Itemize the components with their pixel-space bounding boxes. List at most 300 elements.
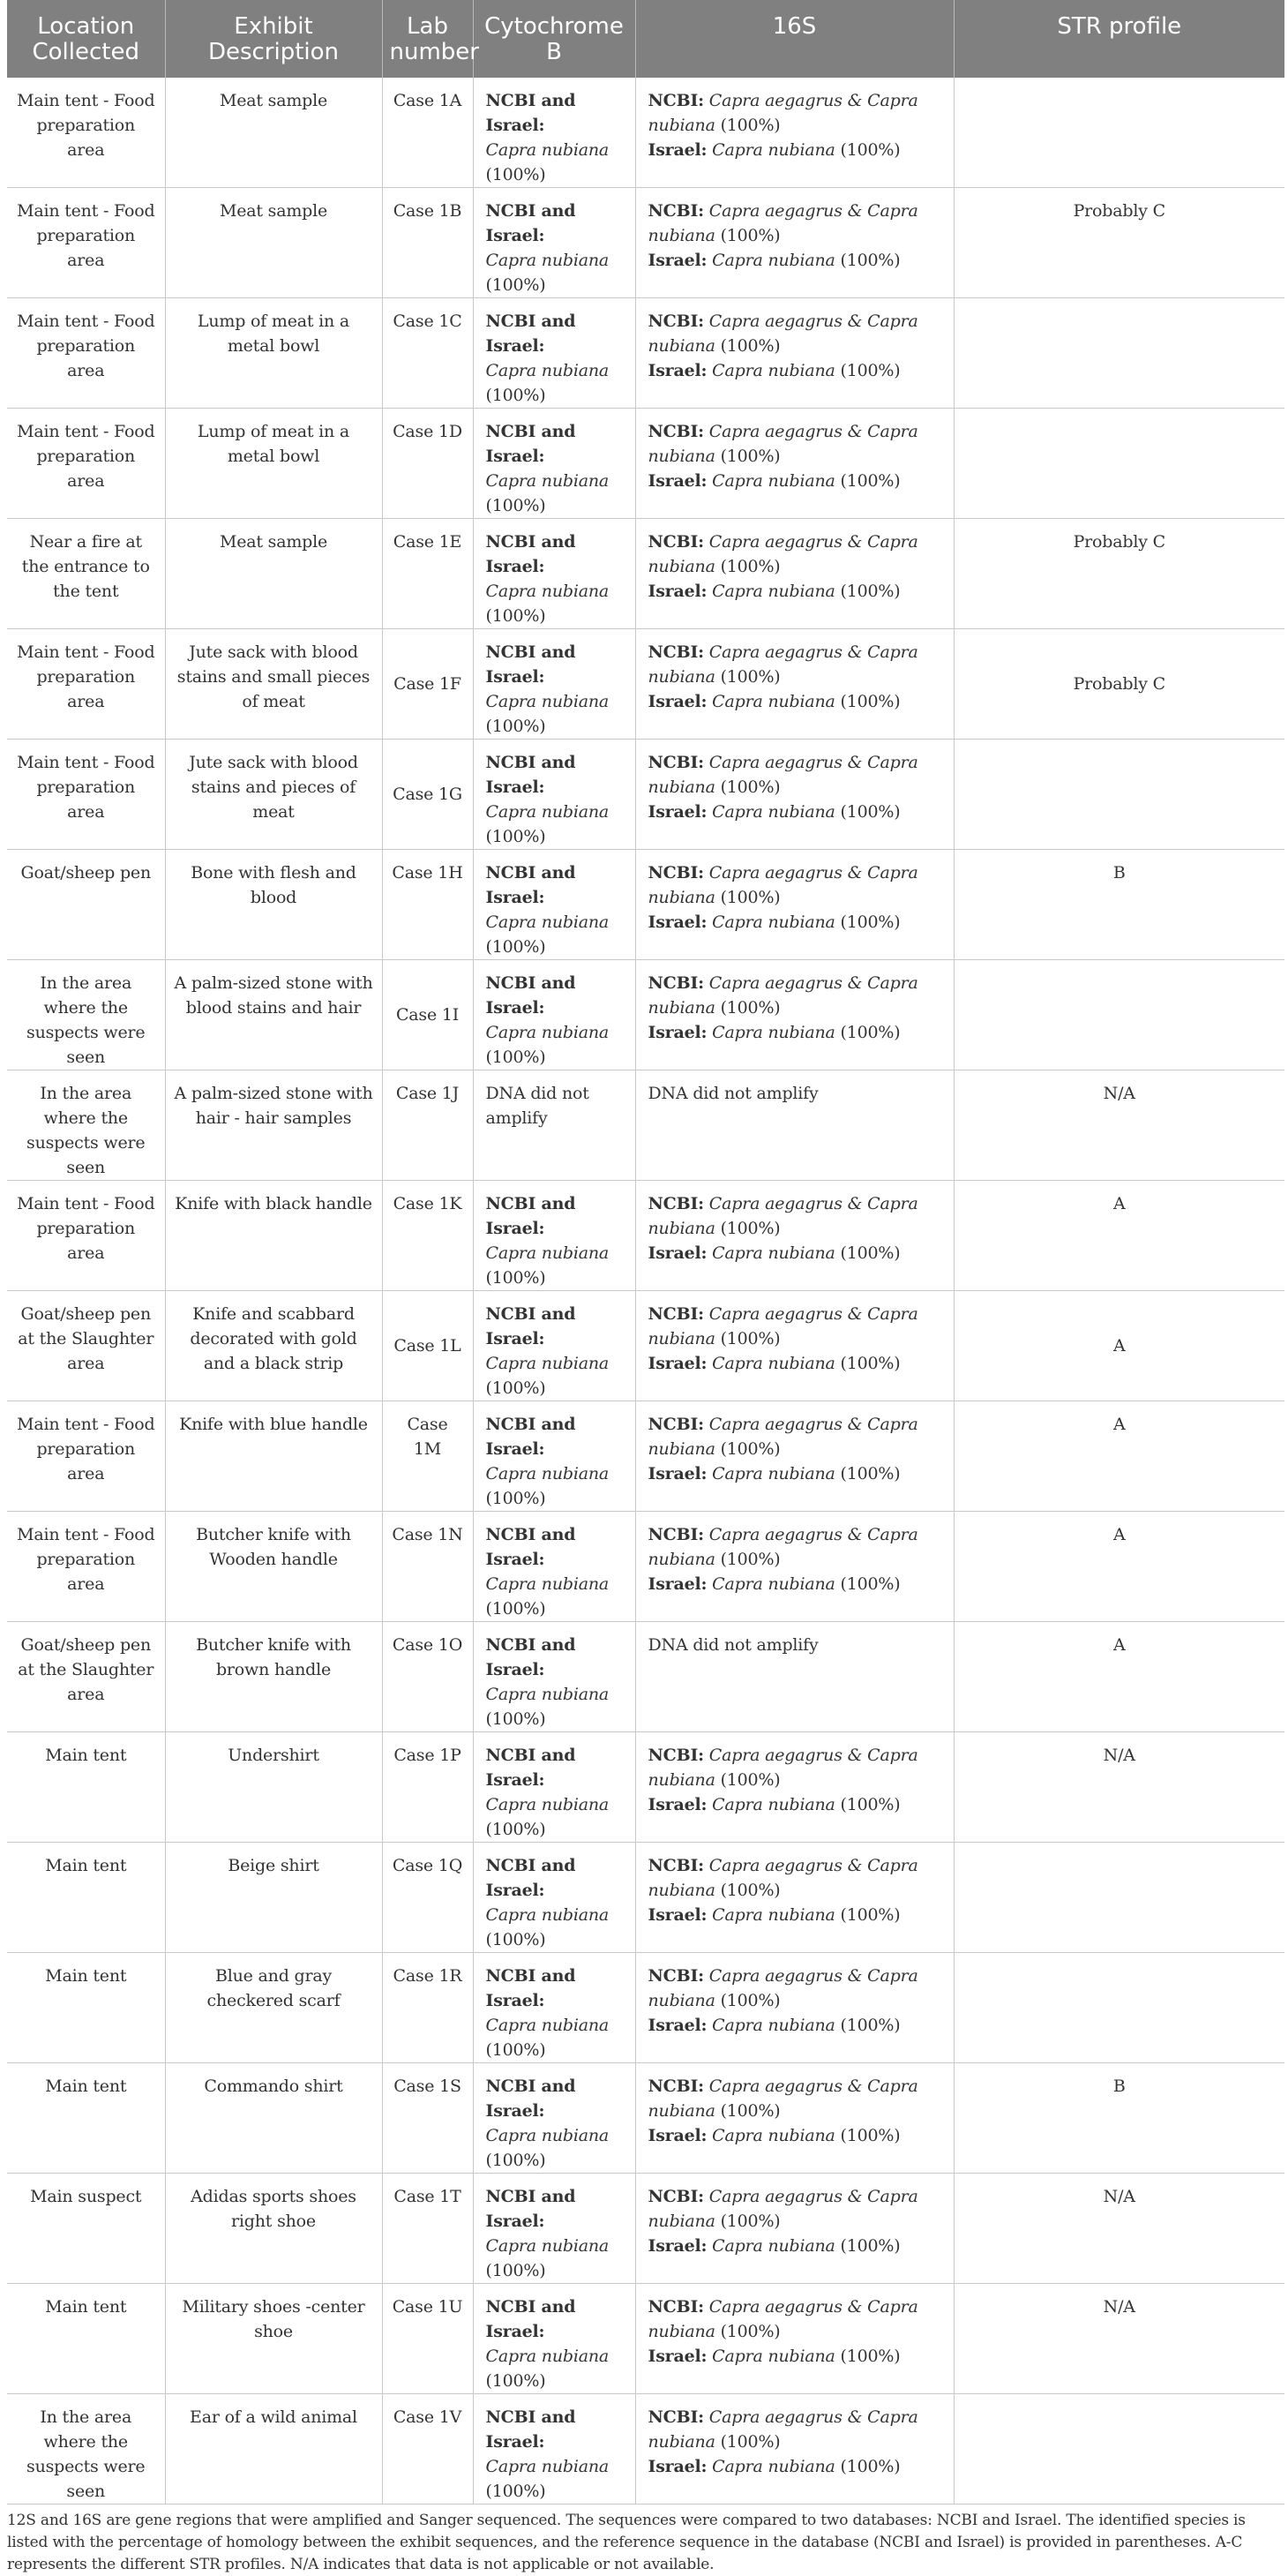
database-label: Israel: — [648, 361, 708, 380]
database-label: NCBI: — [648, 422, 704, 441]
cell-cytochrome-b — [473, 188, 635, 298]
cell-lab-number: Case 1C — [382, 298, 473, 409]
cell-location: Main tent - Food preparation area — [7, 740, 165, 850]
cell-lab-number: Case 1J — [382, 1070, 473, 1181]
species-name: Capra nubiana — [485, 2236, 609, 2256]
cell-lab-number: Case 1K — [382, 1181, 473, 1291]
cell-description: Military shoes -center shoe — [165, 2284, 382, 2394]
homology-percent: (100%) — [840, 1023, 901, 1042]
table-header — [7, 0, 1284, 78]
database-label: NCBI: — [648, 1304, 704, 1324]
cell-description: Butcher knife with Wooden handle — [165, 1512, 382, 1622]
database-label: Israel: — [648, 692, 708, 711]
database-label: Israel: — [648, 802, 708, 822]
cell-str-profile: N/A — [954, 1732, 1284, 1843]
cell-lab-number: Case 1S — [382, 2063, 473, 2174]
database-label: Israel: — [648, 2126, 708, 2145]
cell-location: Main tent — [7, 2063, 165, 2174]
database-label: Israel: — [648, 582, 708, 601]
homology-percent: (100%) — [720, 667, 781, 687]
species-name: Capra nubiana — [712, 2457, 835, 2476]
cell-location: Main suspect — [7, 2174, 165, 2284]
species-name: Capra nubiana — [712, 1464, 835, 1483]
cell-cytochrome-b — [473, 1953, 635, 2063]
database-label: NCBI and Israel: — [485, 1525, 576, 1569]
database-label: NCBI: — [648, 91, 704, 110]
homology-percent: (100%) — [840, 2457, 901, 2476]
cell-str-profile: B — [954, 2063, 1284, 2174]
homology-percent: (100%) — [485, 606, 546, 626]
cell-description: Meat sample — [165, 188, 382, 298]
database-label: Israel: — [648, 912, 708, 932]
database-label: NCBI and Israel: — [485, 973, 576, 1018]
header-str-profile: STR profile — [954, 0, 1284, 78]
homology-percent: (100%) — [840, 2016, 901, 2035]
database-label: NCBI and Israel: — [485, 1746, 576, 1790]
cell-16s — [635, 850, 954, 960]
cell-16s — [635, 2284, 954, 2394]
database-label: NCBI: — [648, 2297, 704, 2317]
species-name: Capra aegagrus & Capra nubiana — [648, 1525, 918, 1569]
homology-percent: (100%) — [485, 937, 546, 957]
species-name: Capra nubiana — [712, 802, 835, 822]
cell-lab-number: Case 1M — [382, 1401, 473, 1512]
table-row — [7, 188, 1284, 298]
cell-lab-number: Case 1L — [382, 1291, 473, 1401]
table-row — [7, 1181, 1284, 1291]
species-name: Capra nubiana — [712, 582, 835, 601]
homology-percent: (100%) — [485, 1599, 546, 1618]
cell-cytochrome-b — [473, 850, 635, 960]
database-label: NCBI: — [648, 753, 704, 772]
table-row — [7, 1291, 1284, 1401]
database-label: Israel: — [648, 2016, 708, 2035]
header-location: Location Collected — [7, 0, 165, 78]
cell-cytochrome-b — [473, 1622, 635, 1732]
species-name: Capra nubiana — [712, 1795, 835, 1814]
homology-percent: (100%) — [840, 251, 901, 270]
cell-description: Ear of a wild animal — [165, 2394, 382, 2505]
homology-percent: (100%) — [840, 1243, 901, 1263]
species-name: Capra nubiana — [485, 1023, 609, 1042]
homology-percent: (100%) — [485, 827, 546, 846]
homology-percent: (100%) — [720, 1991, 781, 2010]
cell-description: Lump of meat in a metal bowl — [165, 298, 382, 409]
header-description: Exhibit Description — [165, 0, 382, 78]
cell-description: Blue and gray checkered scarf — [165, 1953, 382, 2063]
homology-percent: (100%) — [720, 1550, 781, 1569]
species-name: Capra nubiana — [485, 2347, 609, 2366]
cell-str-profile: N/A — [954, 2284, 1284, 2394]
database-label: NCBI: — [648, 2407, 704, 2427]
homology-percent: (100%) — [720, 2212, 781, 2231]
homology-percent: (100%) — [840, 1795, 901, 1814]
homology-percent: (100%) — [720, 888, 781, 907]
species-name: Capra nubiana — [485, 251, 609, 270]
species-name: Capra nubiana — [712, 912, 835, 932]
database-label: NCBI and Israel: — [485, 863, 576, 907]
species-name: Capra nubiana — [712, 140, 835, 160]
homology-percent: (100%) — [485, 275, 546, 295]
species-name: Capra nubiana — [485, 1905, 609, 1925]
cell-description: Knife with black handle — [165, 1181, 382, 1291]
cell-location: Main tent - Food preparation area — [7, 78, 165, 188]
homology-percent: (100%) — [485, 2040, 546, 2060]
cell-str-profile: A — [954, 1401, 1284, 1512]
table-row — [7, 960, 1284, 1070]
species-name: Capra nubiana — [485, 582, 609, 601]
homology-percent: (100%) — [840, 140, 901, 160]
cell-location: Main tent — [7, 1953, 165, 2063]
database-label: NCBI and Israel: — [485, 1415, 576, 1459]
table-row — [7, 78, 1284, 188]
species-name: Capra aegagrus & Capra nubiana — [648, 2407, 918, 2452]
database-label: NCBI and Israel: — [485, 2407, 576, 2452]
homology-percent: (100%) — [485, 2261, 546, 2280]
species-name: Capra nubiana — [712, 1023, 835, 1042]
homology-percent: (100%) — [840, 2126, 901, 2145]
cell-description: Butcher knife with brown handle — [165, 1622, 382, 1732]
table-row — [7, 1843, 1284, 1953]
cell-str-profile — [954, 740, 1284, 850]
cell-description: Commando shirt — [165, 2063, 382, 2174]
database-label: NCBI: — [648, 312, 704, 331]
cell-16s — [635, 1843, 954, 1953]
homology-percent: (100%) — [720, 2101, 781, 2121]
cell-description: Jute sack with blood stains and pieces of meat — [165, 740, 382, 850]
species-name: Capra aegagrus & Capra nubiana — [648, 642, 918, 687]
cell-location: In the area where the suspects were seen — [7, 960, 165, 1070]
homology-percent: (100%) — [485, 717, 546, 736]
cell-location: Main tent - Food preparation area — [7, 409, 165, 519]
homology-percent: (100%) — [720, 2322, 781, 2341]
cell-16s — [635, 1291, 954, 1401]
table-row — [7, 2063, 1284, 2174]
cell-location: Main tent - Food preparation area — [7, 1401, 165, 1512]
cell-str-profile — [954, 298, 1284, 409]
species-name: Capra aegagrus & Capra nubiana — [648, 2297, 918, 2341]
cell-str-profile: A — [954, 1291, 1284, 1401]
cell-description: Meat sample — [165, 519, 382, 629]
homology-percent: (100%) — [485, 1930, 546, 1949]
database-label: NCBI and Israel: — [485, 1304, 576, 1348]
cell-16s — [635, 409, 954, 519]
database-label: NCBI and Israel: — [485, 2297, 576, 2341]
homology-percent: (100%) — [720, 1770, 781, 1790]
database-label: NCBI and Israel: — [485, 532, 576, 576]
cell-cytochrome-b — [473, 1181, 635, 1291]
cell-cytochrome-b — [473, 78, 635, 188]
cell-location: Goat/sheep pen — [7, 850, 165, 960]
cell-description: Adidas sports shoes right shoe — [165, 2174, 382, 2284]
species-name: Capra nubiana — [712, 692, 835, 711]
cell-location: Main tent — [7, 1732, 165, 1843]
cell-16s — [635, 740, 954, 850]
database-label: NCBI: — [648, 1856, 704, 1875]
cell-str-profile — [954, 960, 1284, 1070]
species-name: Capra nubiana — [485, 2016, 609, 2035]
species-name: Capra nubiana — [712, 251, 835, 270]
database-label: Israel: — [648, 2457, 708, 2476]
species-name: Capra aegagrus & Capra nubiana — [648, 863, 918, 907]
database-label: NCBI: — [648, 532, 704, 552]
homology-percent: (100%) — [485, 2482, 546, 2501]
homology-percent: (100%) — [720, 998, 781, 1018]
cell-cytochrome-b — [473, 960, 635, 1070]
homology-percent: (100%) — [485, 1378, 546, 1398]
cell-description: Undershirt — [165, 1732, 382, 1843]
results-table — [7, 0, 1284, 2505]
database-label: NCBI and Israel: — [485, 2187, 576, 2231]
table-row — [7, 2174, 1284, 2284]
cell-lab-number: Case 1V — [382, 2394, 473, 2505]
homology-percent: (100%) — [840, 582, 901, 601]
species-name: Capra nubiana — [712, 2236, 835, 2256]
cell-cytochrome-b — [473, 2063, 635, 2174]
database-label: NCBI and Israel: — [485, 201, 576, 245]
species-name: Capra nubiana — [485, 2126, 609, 2145]
table-body — [7, 78, 1284, 2505]
homology-percent: (100%) — [720, 226, 781, 245]
cell-16s — [635, 2394, 954, 2505]
homology-percent: (100%) — [720, 1329, 781, 1348]
cell-lab-number: Case 1G — [382, 740, 473, 850]
species-name: Capra nubiana — [485, 1354, 609, 1373]
species-name: Capra nubiana — [712, 1354, 835, 1373]
species-name: Capra nubiana — [485, 912, 609, 932]
cell-description: Bone with flesh and blood — [165, 850, 382, 960]
database-label: NCBI and Israel: — [485, 642, 576, 687]
homology-percent: (100%) — [720, 557, 781, 576]
homology-percent: (100%) — [840, 1464, 901, 1483]
homology-percent: (100%) — [720, 1219, 781, 1238]
database-label: NCBI: — [648, 2077, 704, 2096]
cell-description: Jute sack with blood stains and small pieces of meat — [165, 629, 382, 740]
species-name: Capra aegagrus & Capra nubiana — [648, 532, 918, 576]
cell-str-profile: A — [954, 1181, 1284, 1291]
species-name: Capra nubiana — [485, 802, 609, 822]
cell-lab-number: Case 1N — [382, 1512, 473, 1622]
homology-percent: (100%) — [720, 777, 781, 797]
homology-percent: (100%) — [840, 361, 901, 380]
homology-percent: (100%) — [840, 692, 901, 711]
cell-str-profile — [954, 409, 1284, 519]
table-row — [7, 1070, 1284, 1181]
table-footnote: 12S and 16S are gene regions that were amplified and Sanger sequenced. The sequences were compared to two databases: NCBI and Israel. The identified species is listed with the percentage of homology between the exhibit sequences, and the reference sequence in the database (NCBI and Israel) is provided in parentheses. A-C represents the different STR profiles. N/A indicates that data is not applicable or not available. — [7, 2512, 1246, 2573]
database-label: Israel: — [648, 2347, 708, 2366]
cell-16s — [635, 1953, 954, 2063]
database-label: NCBI: — [648, 201, 704, 221]
database-label: NCBI and Israel: — [485, 1966, 576, 2010]
species-name: Capra nubiana — [712, 1905, 835, 1925]
cell-lab-number: Case 1F — [382, 629, 473, 740]
cell-16s — [635, 78, 954, 188]
cell-location: Goat/sheep pen at the Slaughter area — [7, 1291, 165, 1401]
cell-cytochrome-b — [473, 629, 635, 740]
database-label: Israel: — [648, 1023, 708, 1042]
database-label: NCBI and Israel: — [485, 753, 576, 797]
cell-cytochrome-b — [473, 740, 635, 850]
cell-location: Main tent - Food preparation area — [7, 188, 165, 298]
species-name: Capra nubiana — [485, 1574, 609, 1594]
homology-percent: (100%) — [485, 165, 546, 184]
cell-location: Main tent - Food preparation area — [7, 298, 165, 409]
cell-str-profile — [954, 1953, 1284, 2063]
homology-percent: (100%) — [485, 1709, 546, 1729]
species-name: Capra aegagrus & Capra nubiana — [648, 91, 918, 135]
cell-cytochrome-b — [473, 2394, 635, 2505]
database-label: NCBI and Israel: — [485, 312, 576, 356]
species-name: Capra aegagrus & Capra nubiana — [648, 201, 918, 245]
species-name: Capra nubiana — [712, 1574, 835, 1594]
header-16s: 16S — [635, 0, 954, 78]
species-name: Capra nubiana — [712, 2347, 835, 2366]
cell-cytochrome-b: DNA did not amplify — [473, 1070, 635, 1181]
species-name: Capra aegagrus & Capra nubiana — [648, 1304, 918, 1348]
cell-str-profile — [954, 1843, 1284, 1953]
table-row — [7, 298, 1284, 409]
cell-16s — [635, 2063, 954, 2174]
database-label: NCBI: — [648, 1746, 704, 1765]
table-row — [7, 850, 1284, 960]
table-row — [7, 1953, 1284, 2063]
database-label: NCBI: — [648, 863, 704, 882]
homology-percent: (100%) — [720, 1881, 781, 1900]
cell-cytochrome-b — [473, 519, 635, 629]
species-name: Capra nubiana — [712, 2016, 835, 2035]
species-name: Capra nubiana — [485, 1685, 609, 1704]
database-label: Israel: — [648, 1354, 708, 1373]
homology-percent: (100%) — [485, 2371, 546, 2391]
database-label: NCBI: — [648, 1194, 704, 1213]
cell-16s — [635, 960, 954, 1070]
database-label: NCBI: — [648, 1525, 704, 1544]
cell-description: Knife and scabbard decorated with gold and a black strip — [165, 1291, 382, 1401]
cell-str-profile: Probably C — [954, 629, 1284, 740]
cell-description: A palm-sized stone with hair - hair samples — [165, 1070, 382, 1181]
database-label: NCBI and Israel: — [485, 1856, 576, 1900]
cell-16s — [635, 188, 954, 298]
species-name: Capra nubiana — [485, 1795, 609, 1814]
cell-lab-number: Case 1Q — [382, 1843, 473, 1953]
database-label: Israel: — [648, 1464, 708, 1483]
table-row — [7, 1401, 1284, 1512]
cell-location: Main tent — [7, 1843, 165, 1953]
table-row — [7, 740, 1284, 850]
database-label: NCBI: — [648, 973, 704, 993]
cell-description: Lump of meat in a metal bowl — [165, 409, 382, 519]
table-row — [7, 2284, 1284, 2394]
cell-lab-number: Case 1I — [382, 960, 473, 1070]
species-name: Capra nubiana — [712, 471, 835, 491]
cell-location: Goat/sheep pen at the Slaughter area — [7, 1622, 165, 1732]
database-label: Israel: — [648, 1905, 708, 1925]
cell-cytochrome-b — [473, 1401, 635, 1512]
homology-percent: (100%) — [485, 1820, 546, 1839]
cell-str-profile: N/A — [954, 2174, 1284, 2284]
homology-percent: (100%) — [840, 1905, 901, 1925]
species-name: Capra aegagrus & Capra nubiana — [648, 1856, 918, 1900]
cell-location: In the area where the suspects were seen — [7, 1070, 165, 1181]
homology-percent: (100%) — [720, 116, 781, 135]
cell-str-profile: Probably C — [954, 519, 1284, 629]
species-name: Capra aegagrus & Capra nubiana — [648, 1746, 918, 1790]
cell-description: A palm-sized stone with blood stains and hair — [165, 960, 382, 1070]
database-label: NCBI: — [648, 2187, 704, 2206]
cell-16s — [635, 1512, 954, 1622]
cell-str-profile: A — [954, 1512, 1284, 1622]
table-row — [7, 2394, 1284, 2505]
database-label: NCBI and Israel: — [485, 2077, 576, 2121]
table-row — [7, 409, 1284, 519]
species-name: Capra nubiana — [485, 361, 609, 380]
species-name: Capra aegagrus & Capra nubiana — [648, 1194, 918, 1238]
cell-str-profile: A — [954, 1622, 1284, 1732]
cell-location: Main tent - Food preparation area — [7, 1181, 165, 1291]
species-name: Capra nubiana — [712, 2126, 835, 2145]
cell-location: Main tent — [7, 2284, 165, 2394]
cell-cytochrome-b — [473, 409, 635, 519]
cell-lab-number: Case 1P — [382, 1732, 473, 1843]
species-name: Capra nubiana — [485, 692, 609, 711]
cell-cytochrome-b — [473, 298, 635, 409]
homology-percent: (100%) — [485, 496, 546, 515]
header-lab-number: Lab number — [382, 0, 473, 78]
cell-lab-number: Case 1D — [382, 409, 473, 519]
cell-lab-number: Case 1A — [382, 78, 473, 188]
database-label: Israel: — [648, 1243, 708, 1263]
cell-lab-number: Case 1H — [382, 850, 473, 960]
database-label: NCBI and Israel: — [485, 422, 576, 466]
cell-cytochrome-b — [473, 2174, 635, 2284]
cell-16s — [635, 2174, 954, 2284]
document-page — [7, 0, 1284, 2576]
cell-str-profile: B — [954, 850, 1284, 960]
cell-lab-number: Case 1T — [382, 2174, 473, 2284]
cell-description: Meat sample — [165, 78, 382, 188]
homology-percent: (100%) — [840, 802, 901, 822]
cell-cytochrome-b — [473, 1512, 635, 1622]
homology-percent: (100%) — [485, 1268, 546, 1288]
species-name: Capra nubiana — [485, 2457, 609, 2476]
table-row — [7, 1512, 1284, 1622]
homology-percent: (100%) — [840, 471, 901, 491]
table-row — [7, 629, 1284, 740]
cell-lab-number: Case 1U — [382, 2284, 473, 2394]
database-label: Israel: — [648, 140, 708, 160]
cell-str-profile: N/A — [954, 1070, 1284, 1181]
table-row — [7, 1732, 1284, 1843]
cell-16s: DNA did not amplify — [635, 1622, 954, 1732]
homology-percent: (100%) — [485, 386, 546, 405]
homology-percent: (100%) — [485, 2151, 546, 2170]
database-label: NCBI and Israel: — [485, 1635, 576, 1679]
species-name: Capra aegagrus & Capra nubiana — [648, 422, 918, 466]
cell-cytochrome-b — [473, 1843, 635, 1953]
species-name: Capra nubiana — [485, 1243, 609, 1263]
database-label: Israel: — [648, 2236, 708, 2256]
cell-16s — [635, 519, 954, 629]
database-label: Israel: — [648, 1574, 708, 1594]
species-name: Capra aegagrus & Capra nubiana — [648, 2077, 918, 2121]
homology-percent: (100%) — [720, 2432, 781, 2452]
species-name: Capra aegagrus & Capra nubiana — [648, 1966, 918, 2010]
cell-str-profile — [954, 78, 1284, 188]
database-label: NCBI and Israel: — [485, 91, 576, 135]
species-name: Capra aegagrus & Capra nubiana — [648, 973, 918, 1018]
species-name: Capra aegagrus & Capra nubiana — [648, 753, 918, 797]
cell-lab-number: Case 1O — [382, 1622, 473, 1732]
